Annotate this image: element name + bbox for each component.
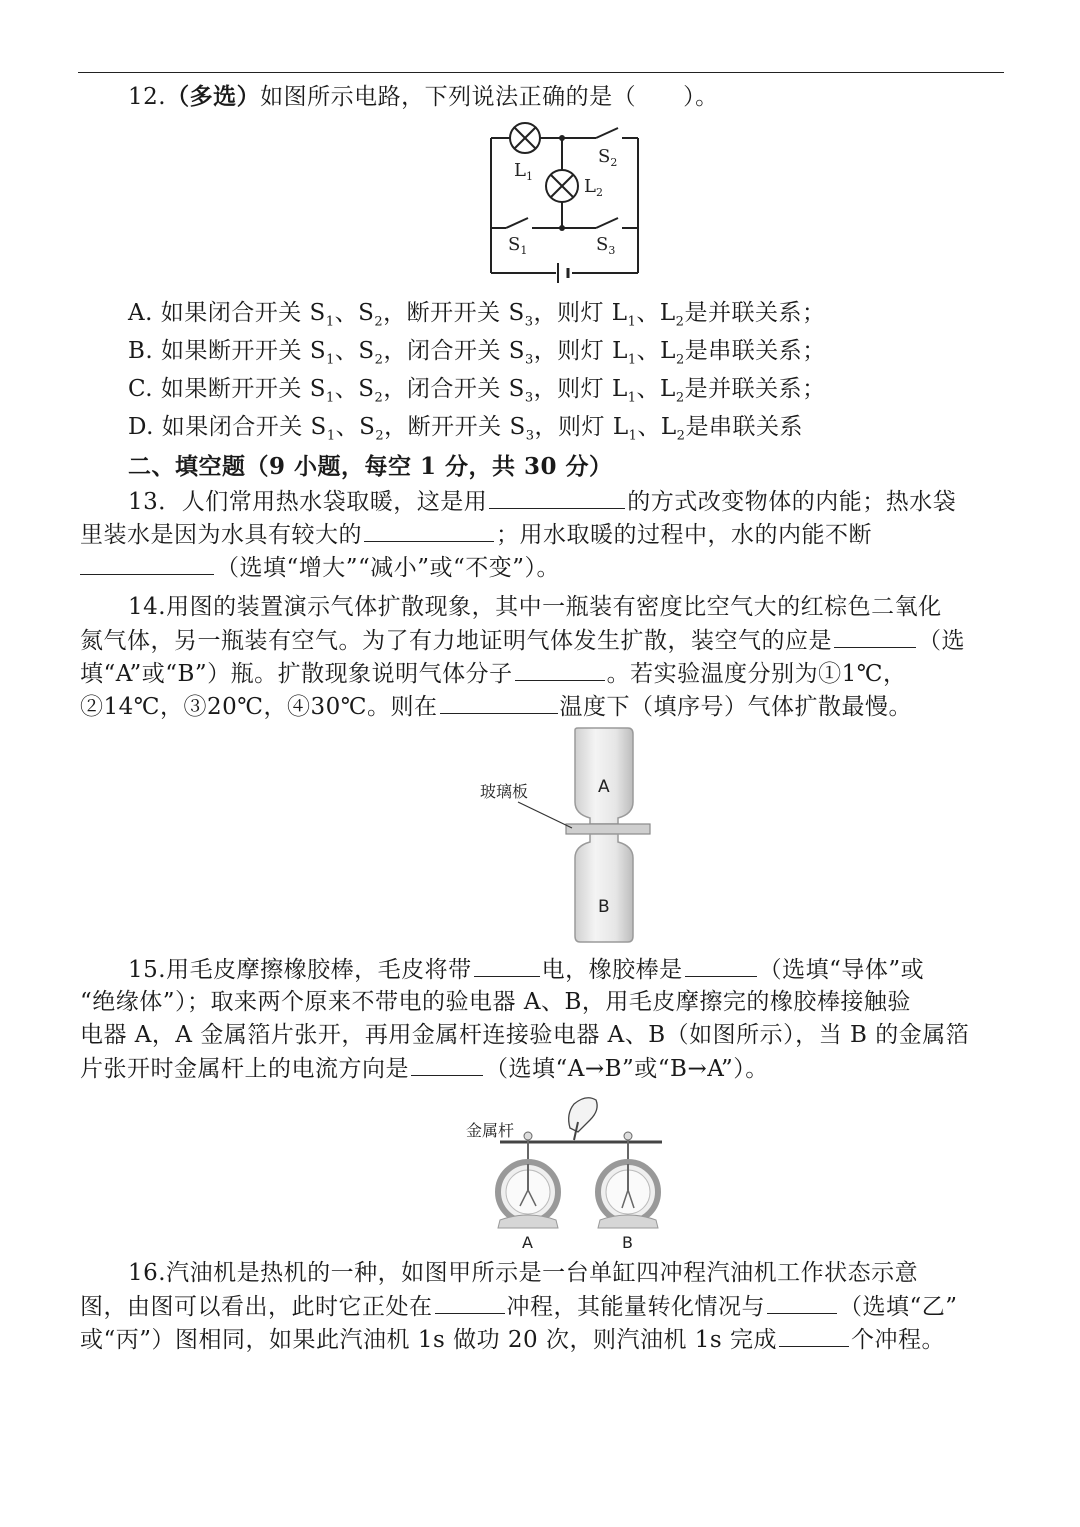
electroscope-a [498, 1132, 558, 1228]
q12-stem [128, 80, 719, 114]
label-bottle-b: B [598, 897, 610, 917]
q15-line-2: “绝缘体”）；取来两个原来不带电的验电器 A、B，用毛皮摩擦完的橡胶棒接触验 [80, 989, 911, 1015]
q14-blank-1[interactable] [834, 623, 916, 648]
q12-circuit-diagram [486, 118, 648, 286]
q13-blank-3[interactable] [80, 550, 214, 575]
q12-number: 12. [128, 84, 167, 110]
glass-plate [566, 824, 650, 834]
q12-stem-text: 如图所示电路，下列说法正确的是（ ）。 [260, 84, 719, 110]
electroscope-b [598, 1132, 658, 1228]
q12-option-a: A. 如果闭合开关 $S_1$、$S_2$，断开开关 $S_3$，则灯 $L_1$、$L_2$是并联关系； [128, 300, 826, 330]
label-s3: $S_3$ [596, 234, 616, 257]
label-electroscope-a: A [522, 1233, 533, 1252]
label-glass-plate: 玻璃板 [480, 782, 529, 801]
q15-blank-1[interactable] [474, 952, 540, 977]
q14-line-3: 填“A”或“B”）瓶。扩散现象说明气体分子 。若实验温度分别为①1℃， [80, 656, 907, 691]
q13-line-2: 里装水是因为水具有较大的 ；用水取暖的过程中，水的内能不断 [80, 517, 872, 552]
section-heading: 二、填空题（9 小题，每空 1 分，共 30 分） [128, 453, 613, 480]
q12-option-c: C. 如果断开开关 $S_1$、$S_2$，闭合开关 $S_3$，则灯 $L_1$、$L_2$是并联关系； [128, 376, 826, 406]
label-l2: $L_2$ [584, 176, 603, 199]
q14-line-1: 14.用图的装置演示气体扩散现象，其中一瓶装有密度比空气大的红棕色二氧化 [128, 594, 942, 620]
q16-blank-2[interactable] [767, 1289, 837, 1314]
label-l1: $L_1$ [514, 160, 533, 183]
label-electroscope-b: B [622, 1233, 633, 1252]
label-bottle-a: A [598, 777, 610, 797]
q15-electroscopes-diagram [462, 1092, 672, 1252]
q15-blank-2[interactable] [685, 952, 757, 977]
q16-line-1: 16.汽油机是热机的一种，如图甲所示是一台单缸四冲程汽油机工作状态示意 [128, 1260, 919, 1286]
q12-option-b: B. 如果断开开关 $S_1$、$S_2$，闭合开关 $S_3$，则灯 $L_1$、$L_2$是串联关系； [128, 338, 826, 368]
q13-blank-2[interactable] [364, 517, 494, 542]
label-metal-rod: 金属杆 [466, 1121, 515, 1140]
q15-line-1: 15.用毛皮摩擦橡胶棒，毛皮将带 电，橡胶棒是 （选填“导体”或 [128, 952, 924, 987]
q14-blank-2[interactable] [515, 656, 605, 681]
q14-line-4: ②14℃，③20℃，④30℃。则在 温度下（填序号）气体扩散最慢。 [80, 689, 912, 724]
q15-line-4: 片张开时金属杆上的电流方向是 （选填“A→B”或“B→A”）。 [80, 1051, 769, 1086]
q15-blank-3[interactable] [411, 1051, 483, 1076]
q14-bottles-diagram [478, 726, 658, 944]
label-s1: $S_1$ [508, 234, 528, 257]
q16-blank-1[interactable] [435, 1289, 505, 1314]
q13-line-3: （选填“增大”“减小”或“不变”）。 [80, 550, 560, 585]
bottle-b [575, 834, 633, 942]
q14-blank-3[interactable] [440, 689, 558, 714]
bottle-a [575, 728, 633, 824]
hand-icon [569, 1098, 597, 1132]
q13-blank-1[interactable] [489, 484, 625, 509]
q14-line-2: 氮气体，另一瓶装有空气。为了有力地证明气体发生扩散，装空气的应是 （选 [80, 623, 965, 658]
q15-line-3: 电器 A，A 金属箔片张开，再用金属杆连接验电器 A、B（如图所示），当 B 的金属箔 [80, 1022, 970, 1048]
top-rule [78, 72, 1004, 73]
label-s2: $S_2$ [598, 146, 618, 169]
q12-tag: （多选） [166, 83, 261, 110]
q16-line-2: 图，由图可以看出，此时它正处在 冲程，其能量转化情况与 （选填“乙” [80, 1289, 958, 1324]
q13-line-1: 13．人们常用热水袋取暖，这是用 的方式改变物体的内能；热水袋 [128, 484, 956, 519]
q16-line-3: 或“丙”）图相同，如果此汽油机 1s 做功 20 次，则汽油机 1s 完成 个冲程。 [80, 1322, 945, 1357]
q12-option-d: D. 如果闭合开关 $S_1$、$S_2$，断开开关 $S_3$，则灯 $L_1$、$L_2$是串联关系 [128, 414, 803, 444]
q16-blank-3[interactable] [779, 1322, 849, 1347]
